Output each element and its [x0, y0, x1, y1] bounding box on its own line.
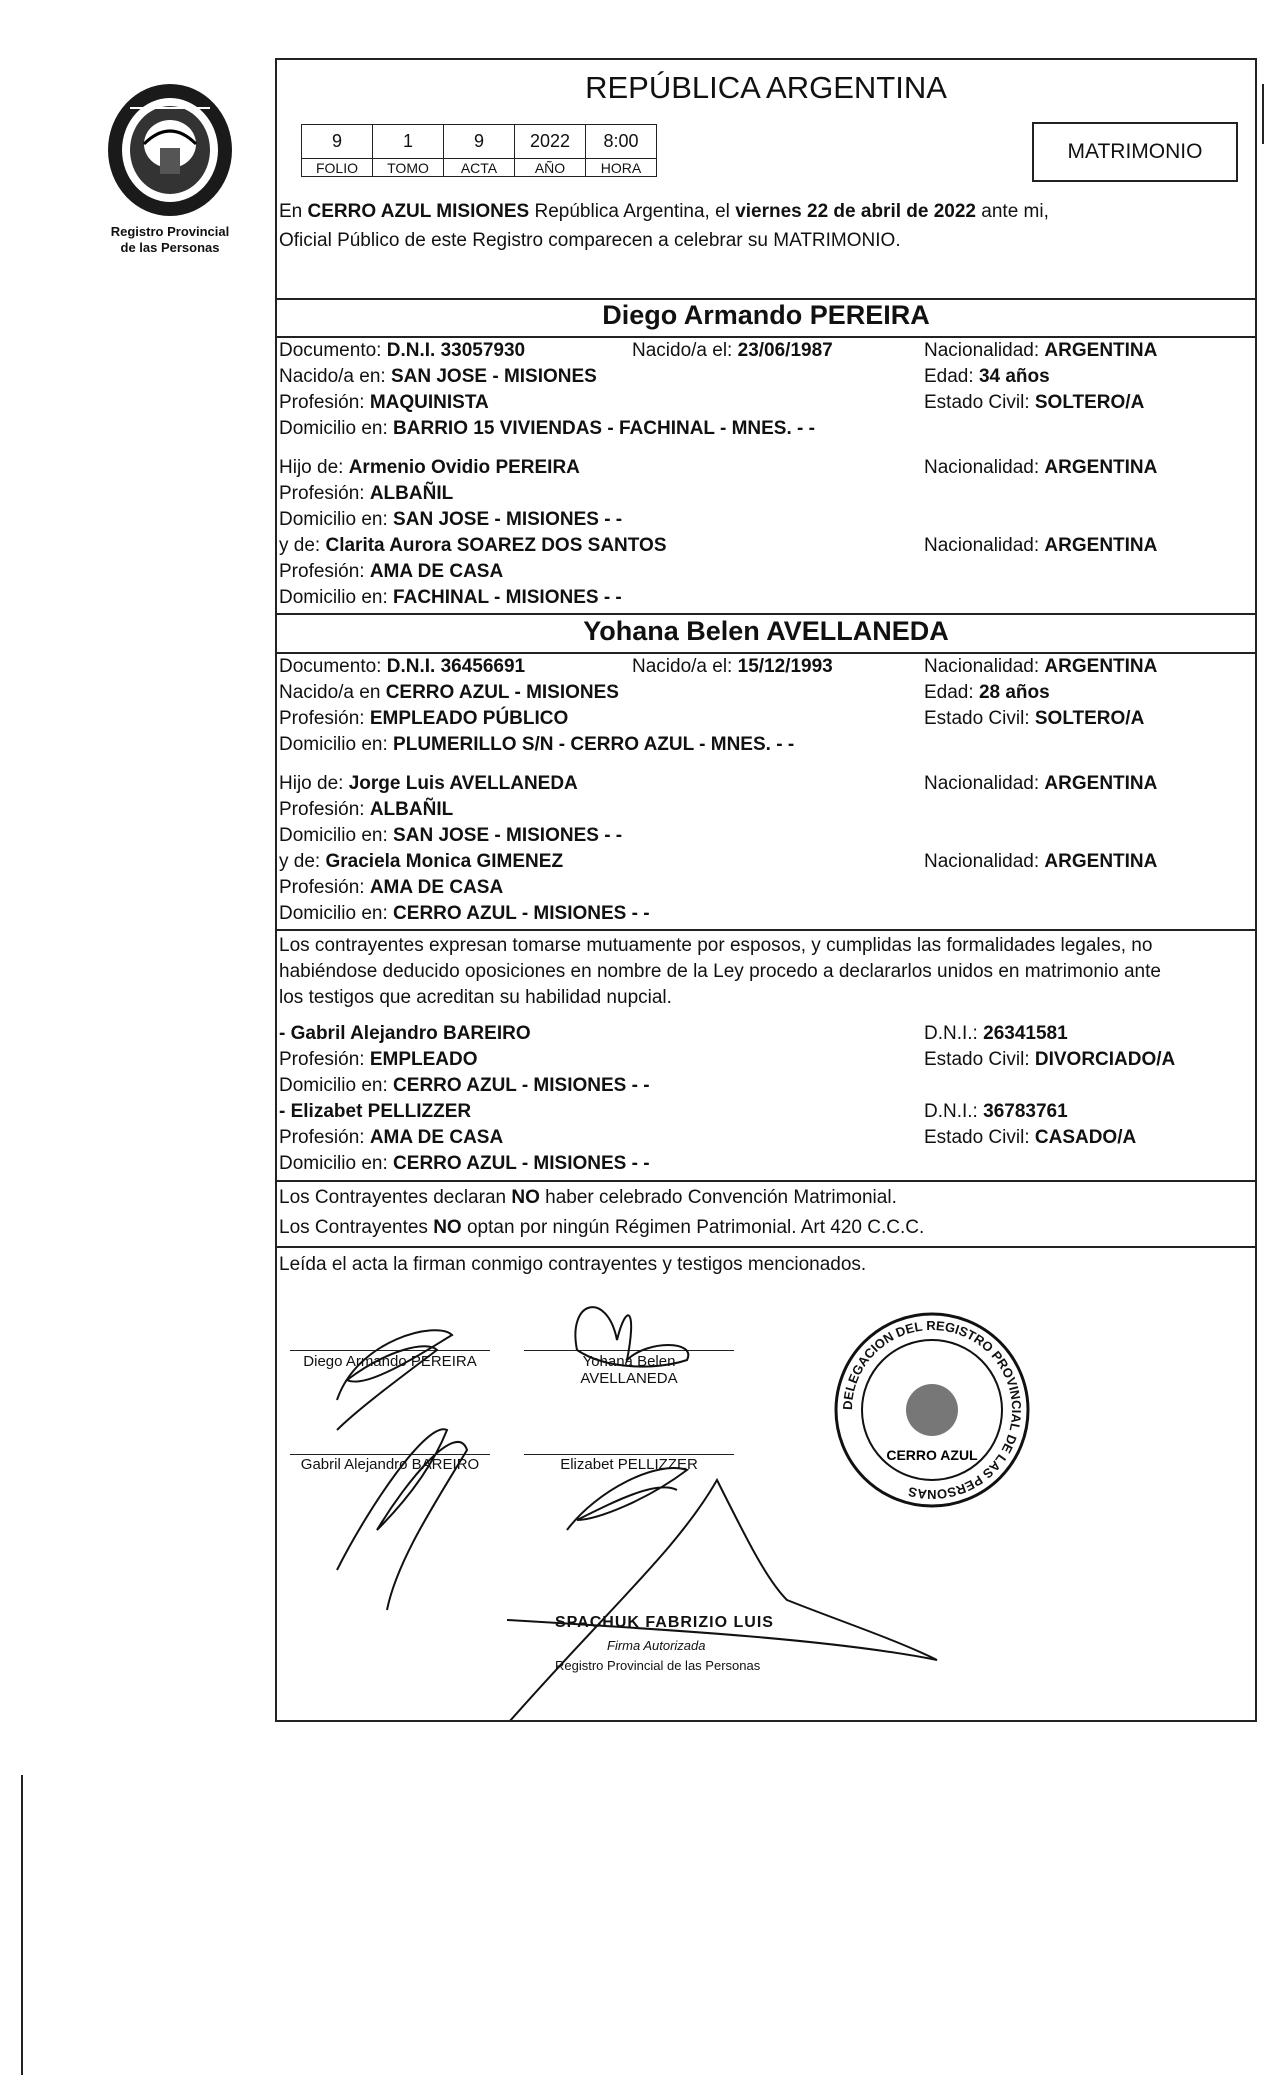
convention-line1: Los Contrayentes declaran NO haber celebrado Convención Matrimonial.	[279, 1187, 897, 1208]
convention-line2: Los Contrayentes NO optan por ningún Régimen Patrimonial. Art 420 C.C.C.	[279, 1217, 925, 1238]
registry-name-line2: de las Personas	[120, 240, 220, 255]
declaration-line2: habiéndose deducido oposiciones en nombre de la Ley procedo a declararlos unidos en matrimonio ante	[279, 961, 1161, 982]
provincial-logo	[100, 78, 240, 218]
official-name: SPACHUK FABRIZIO LUIS	[555, 1614, 774, 1631]
folio-label: FOLIO	[302, 159, 373, 177]
closing-statement: Leída el acta la firman conmigo contrayentes y testigos mencionados.	[279, 1254, 867, 1275]
sig1-label: Diego Armando PEREIRA	[303, 1353, 477, 1370]
acta-label: ACTA	[444, 159, 515, 177]
coat-of-arms-icon	[100, 78, 240, 218]
marriage-record: REPÚBLICA ARGENTINA 9 1 9 2022 8:00 FOLIO TOMO ACTA AÑO HORA MATRIMONIO En CERRO AZUL MISIONES República Argentina, el viernes 22 de abril de 2022 ante mi, Oficial Público de este Registro comparecen a celebrar su MATRIMONIO. Diego Armando PEREIRA Documento: D.N.I. 33057930 Nacido/a el: 23/06/1987 Nacionalidad: ARGENTINA Nacido/a en: SAN JOSE - MISIONES Edad: 34 años Profesión: MAQUINISTA Estado Civil: SOLTERO/A Domicilio en: BARRIO 15 VIVIENDAS - FACHINAL - MNES. - - Hijo de: Armenio Ovidio PEREIRA Nacionalidad: ARGENTINA Profesión: ALBAÑIL Domicilio en: SAN JOSE - MISIONES - - y de: Clarita Aurora SOAREZ DOS SANTOS Nacionalidad: ARGENTINA Profesión: AMA DE CASA Domicilio en: FACHINAL - MISIONES - - Yohana Belen AVELLANEDA Documento: D.N.I. 36456691 Nacido/a el: 15/12/1993 Nacionalidad: ARGENTINA Nacido/a en CERRO AZUL - MISIONES Edad: 28 años Profesión: EMPLEADO PÚBLICO Estado Civil: SOLTERO/A Domicilio en: PLUMERILLO S/N - CERRO AZUL - MNES. - - Hijo de: Jorge Luis AVELLANEDA Nacionalidad: ARGENTINA Profesión: ALBAÑIL Domicilio en: SAN JOSE - MISIONES - - y de: Graciela Monica GIMENEZ Nacionalidad: ARGENTINA Profesión: AMA DE CASA Domicilio en: CERRO AZUL - MISIONES - - Los contrayentes expresan tomarse mutuamente por esposos, y cumplidas las formalidades legales, no habiéndose deducido oposiciones en nombre de la Ley procedo a declararlos unidos en matrimonio ante los testigos que acreditan su habilidad nupcial. - Gabril Alejandro BAREIRO D.N.I.: 26341581 Profesión: EMPLEADO Estado Civil: DIVORCIADO/A Domicilio en: CERRO AZUL - MISIONES - - - Elizabet PELLIZZER D.N.I.: 36783761 Profesión: AMA DE CASA Estado Civil: CASADO/A Domicilio en: CERRO AZUL - MISIONES - - Los Contrayentes declaran NO haber celebrado Convención Matrimonial. Los Contrayentes NO optan por ningún Régimen Patrimonial. Art 420 C.C.C. Leída el acta la firman conmigo contrayentes y testigos mencionados. Diego Armando PEREIRA Yohana Belen AVELLANEDA Gabril Alejandro BAREIRO Elizabet PELLIZZER SPACHUK FABRIZIO LUIS Firma Autorizada Registro Provincial de las Personas DELEGACION DEL REGISTRO PROVINCIAL DE LAS PERSONAS CERRO AZUL	[275, 58, 1257, 1722]
intro-line1: En CERRO AZUL MISIONES República Argentina, el viernes 22 de abril de 2022 ante mi,	[279, 201, 1049, 222]
folio-value: 9	[302, 125, 373, 159]
sig4-label: Elizabet PELLIZZER	[560, 1456, 698, 1473]
acta-value: 9	[444, 125, 515, 159]
registry-name-line1: Registro Provincial	[110, 224, 230, 239]
tomo-value: 1	[373, 125, 444, 159]
official-seal-stamp	[832, 1310, 1032, 1510]
signature-1	[337, 1330, 452, 1430]
anio-value: 2022	[515, 125, 586, 159]
official-registry: Registro Provincial de las Personas	[555, 1658, 761, 1673]
seal-inner-text: CERRO AZUL	[886, 1447, 978, 1463]
sig3-label: Gabril Alejandro BAREIRO	[300, 1456, 480, 1473]
spouse1-name: Diego Armando PEREIRA	[602, 300, 930, 330]
handwritten-signatures	[277, 1280, 1257, 1720]
signature-4	[567, 1468, 687, 1530]
anio-label: AÑO	[515, 159, 586, 177]
signature-3	[337, 1429, 467, 1610]
intro-line2: Oficial Público de este Registro comparecen a celebrar su MATRIMONIO.	[279, 230, 901, 251]
declaration-line1: Los contrayentes expresan tomarse mutuamente por esposos, y cumplidas las formalidades legales, no	[279, 935, 1153, 956]
record-type-box: MATRIMONIO	[1032, 122, 1238, 182]
official-signature	[502, 1480, 937, 1720]
record-index-table	[301, 124, 657, 177]
signature-2	[575, 1307, 688, 1366]
witness1-name: - Gabril Alejandro BAREIRO	[279, 1023, 531, 1044]
hora-value: 8:00	[586, 125, 657, 159]
hora-label: HORA	[586, 159, 657, 177]
sig2-label: Yohana Belen AVELLANEDA	[580, 1353, 678, 1387]
official-title: Firma Autorizada	[607, 1638, 706, 1653]
seal-outer-text: DELEGACION DEL REGISTRO PROVINCIAL DE LAS PERSONAS	[839, 1317, 1025, 1503]
country-title: REPÚBLICA ARGENTINA	[585, 70, 947, 105]
declaration-line3: los testigos que acreditan su habilidad nupcial.	[279, 987, 672, 1008]
witness2-name: - Elizabet PELLIZZER	[279, 1101, 472, 1122]
tomo-label: TOMO	[373, 159, 444, 177]
spouse2-name: Yohana Belen AVELLANEDA	[583, 616, 949, 646]
